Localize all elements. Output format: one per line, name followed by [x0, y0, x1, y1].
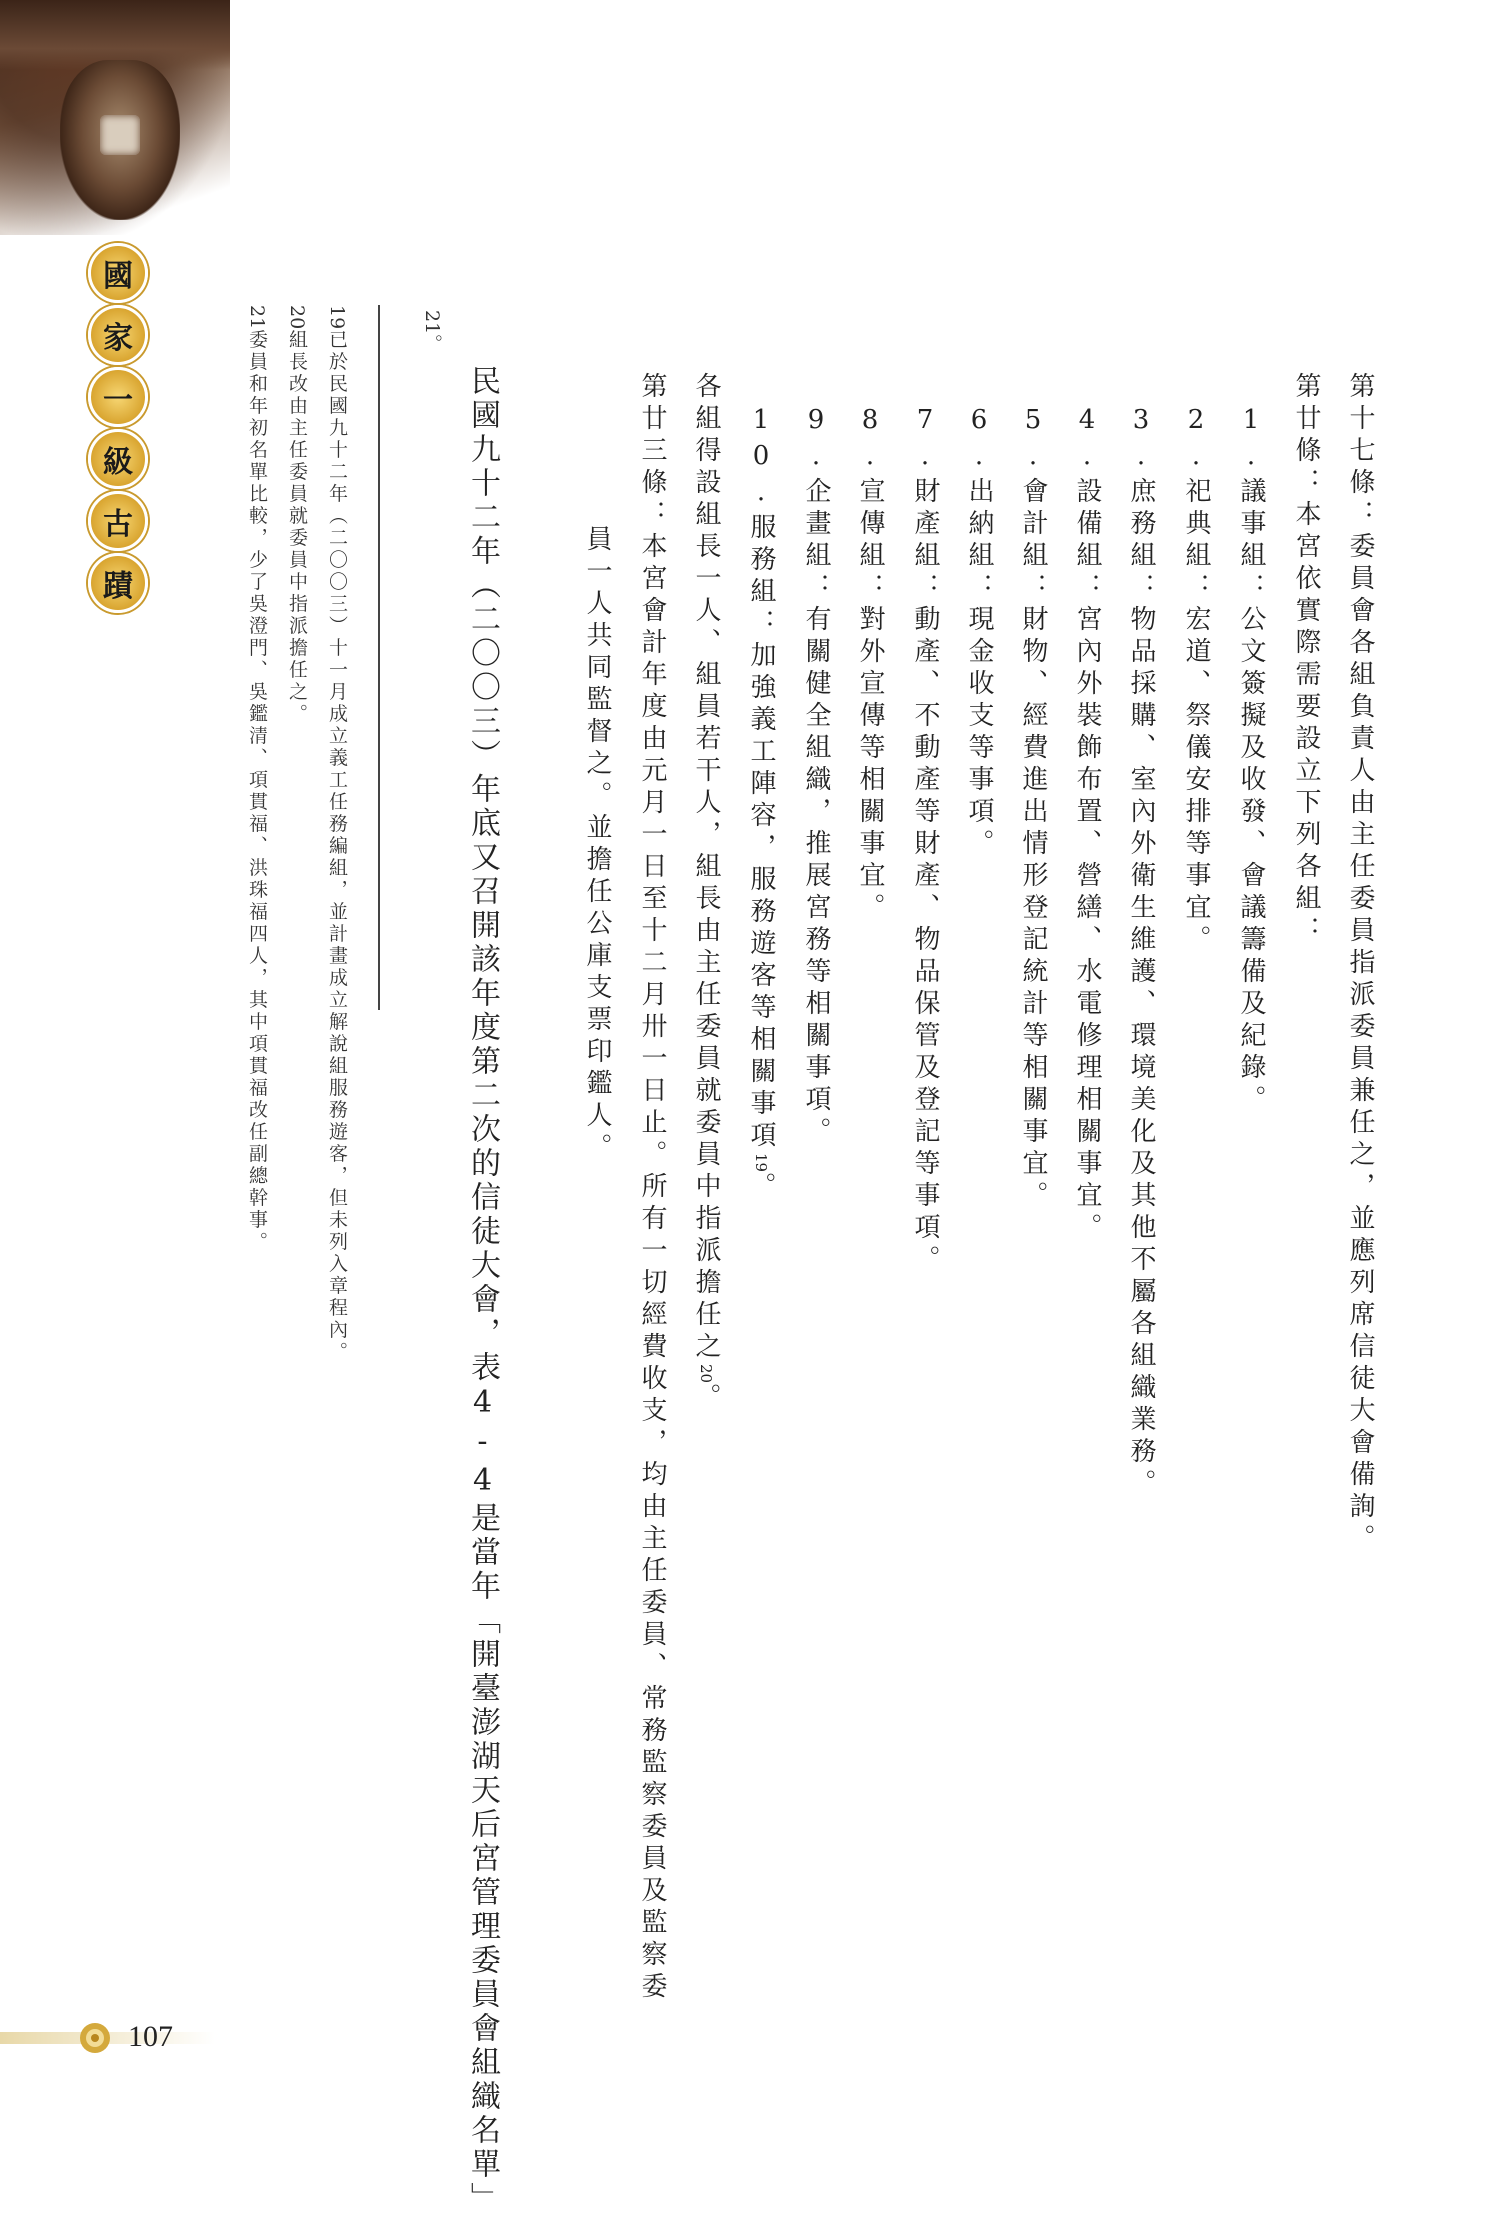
footnote-21-text: 委員和年初名單比較，少了吳澄門、吳鑑清、項貫福、洪珠福四人，其中項貫福改任副總幹事。 [246, 329, 268, 1254]
article-20: 第廿條：本宮依實際需要設立下列各組： [1291, 372, 1321, 948]
footnote-21 [247, 305, 266, 1253]
group-item-2: 2.祀典組：宏道、祭儀安排等事宜。 [1181, 405, 1211, 957]
group-item-7: 7.財產組：動產、不動產等財產、物品保管及登記等事項。 [910, 405, 940, 1277]
group-item-10 [748, 405, 774, 1204]
footnote-19-number: 19 [326, 305, 348, 330]
closing-paragraph [465, 365, 500, 2216]
period: 。 [421, 334, 443, 356]
footnote-ref-21[interactable]: 21 [421, 310, 443, 335]
group-item-9: 9.企畫組：有關健全組織，推展宮務等相關事項。 [801, 405, 831, 1149]
footnote-rule [378, 305, 380, 1010]
group-item-5: 5.會計組：財物、經費進出情形登記統計等相關事宜。 [1018, 405, 1048, 1213]
group-item-3: 3.庶務組：物品採購、室內外衛生維護、環境美化及其他不屬各組織業務。 [1126, 405, 1156, 1501]
footnote-ref-19[interactable]: 19 [752, 1153, 770, 1173]
group-item-8: 8.宣傳組：對外宣傳等相關事宜。 [855, 405, 885, 925]
group-leader-rule-text: 各組得設組長一人、組員若干人，組長由主任委員就委員中指派擔任之 [691, 372, 721, 1364]
period: 。 [746, 1172, 776, 1205]
footnote-19-text: 已於民國九十二年（二〇〇三）十一月成立義工任務編組，並計畫成立解說組服務遊客，但未列入章程內。 [326, 329, 348, 1364]
badge-char: 一 [88, 367, 148, 427]
footnote-19 [327, 305, 346, 1363]
footnote-20-text: 組長改由主任委員就委員中指派擔任之。 [286, 329, 308, 726]
article-23-continued: 員一人共同監督之。並擔任公庫支票印鑑人。 [582, 525, 612, 1165]
group-leader-rule [693, 372, 719, 1415]
badge-char: 家 [88, 305, 148, 365]
badge-char: 級 [88, 429, 148, 489]
badge-char: 古 [88, 491, 148, 551]
group-item-1: 1.議事組：公文簽擬及收發、會議籌備及紀錄。 [1236, 405, 1266, 1117]
footer-ornament-icon [0, 2018, 215, 2058]
period: 。 [691, 1383, 721, 1416]
badge-char: 國 [88, 243, 148, 303]
article-17: 第十七條：委員會各組負責人由主任委員指派委員兼任之，並應列席信徒大會備詢。 [1345, 372, 1375, 1556]
footnote-21-number: 21 [246, 305, 268, 330]
temple-lantern-photo [0, 0, 230, 235]
footnote-ref-20[interactable]: 20 [697, 1364, 715, 1384]
article-23: 第廿三條：本宮會計年度由元月一日至十二月卅一日止。所有一切經費收支，均由主任委員、常務監察委員及監察委 [637, 372, 667, 2004]
group-item-4: 4.設備組：宮內外裝飾布置、營繕、水電修理相關事宜。 [1072, 405, 1102, 1245]
footnote-20 [287, 305, 306, 725]
page-number: 107 [128, 2020, 173, 2053]
photo-lantern [60, 60, 180, 220]
footnote-20-number: 20 [286, 305, 308, 330]
closing-paragraph-text: 民國九十二年（二〇〇三）年底又召開該年度第二次的信徒大會，表4-4是當年「開臺澎湖天后宮管理委員會組織名單」 [465, 365, 500, 2216]
heritage-badge-column [88, 243, 148, 613]
badge-char: 蹟 [88, 553, 148, 613]
group-item-10-text: 10.服務組：加強義工陣容，服務遊客等相關事項 [746, 405, 776, 1153]
group-item-6: 6.出納組：現金收支等事項。 [964, 405, 994, 861]
